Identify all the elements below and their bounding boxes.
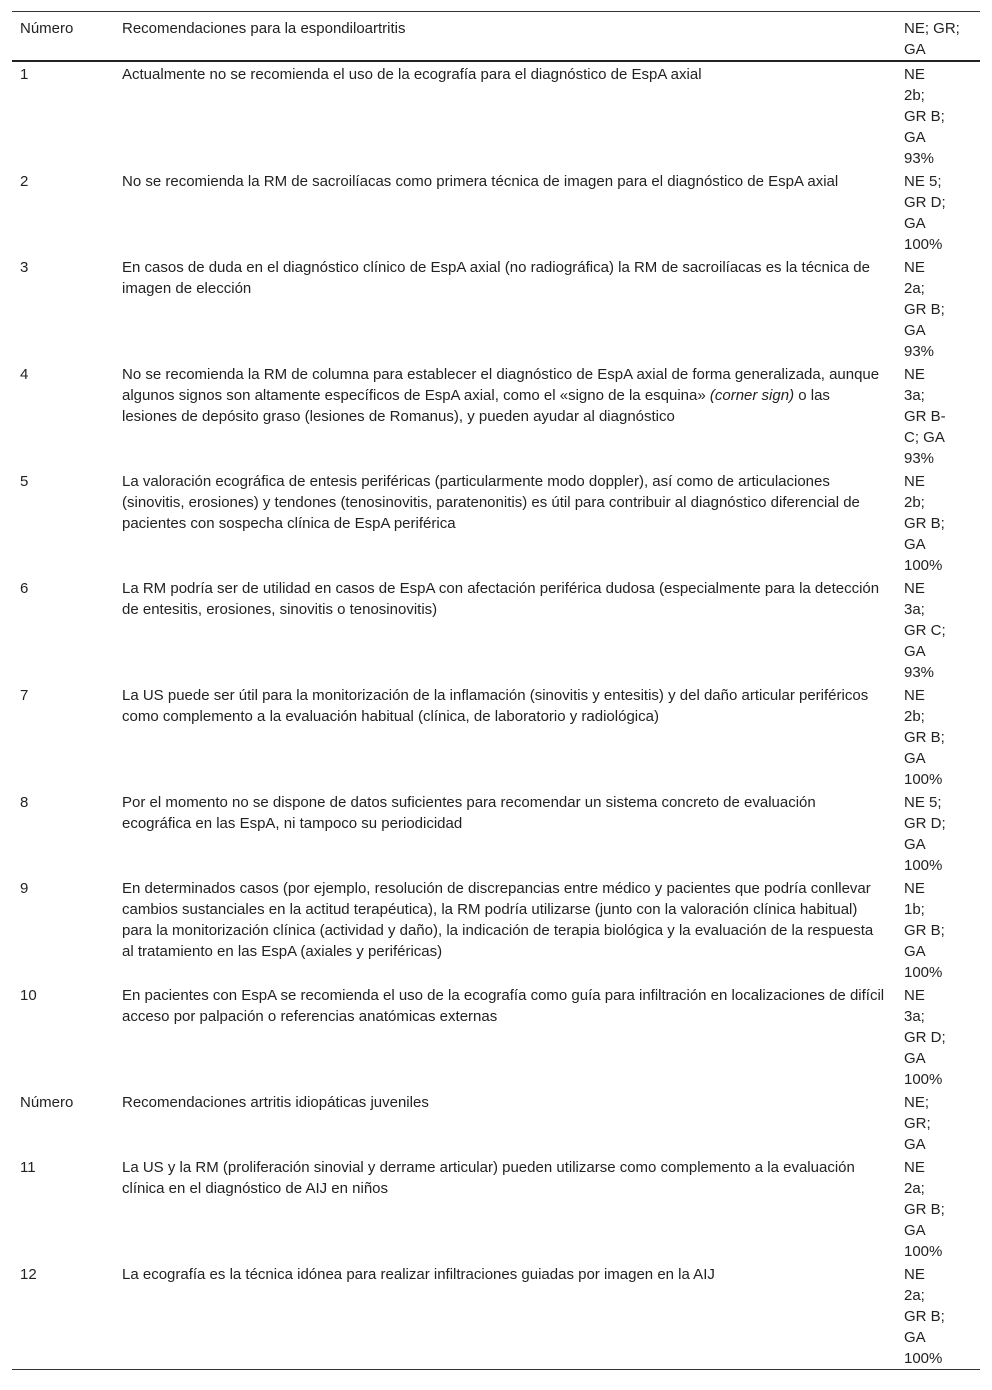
row-recommendation: Actualmente no se recomienda el uso de la ecografía para el diagnóstico de EspA axial: [122, 66, 702, 83]
row-number: 11: [20, 1159, 36, 1176]
table-row: [12, 1262, 980, 1370]
recommendations-table: [12, 11, 980, 1370]
row-evidence: NE 1b; GR B; GA 100%: [904, 880, 945, 981]
row-number: 2: [20, 173, 29, 190]
header-evidence-level: NE; GR; GA: [896, 12, 980, 62]
row-evidence: NE 2a; GR B; GA 100%: [904, 1266, 945, 1367]
row-recommendation: No se recomienda la RM de sacroilíacas como primera técnica de imagen para el diagnóstico de EspA axial: [122, 173, 839, 190]
table-row: [12, 790, 980, 876]
table-header-row: [12, 12, 980, 62]
row-recommendation: La US y la RM (proliferación sinovial y derrame articular) pueden utilizarse como complemento a la evaluación clínica en el diagnóstico de AIJ en niños: [122, 1159, 855, 1197]
table-row: [12, 61, 980, 169]
subheader-recommendations: Recomendaciones artritis idiopáticas juveniles: [122, 1094, 429, 1111]
recommendation-italic-term: (corner sign): [709, 387, 795, 404]
row-number: 5: [20, 473, 29, 490]
row-recommendation: En pacientes con EspA se recomienda el uso de la ecografía como guía para infiltración en localizaciones de difícil acceso por palpación o referencias anatómicas externas: [122, 987, 885, 1025]
row-number: 10: [20, 987, 37, 1004]
table-row: [12, 169, 980, 255]
table-row: [12, 876, 980, 983]
row-recommendation: La ecografía es la técnica idónea para realizar infiltraciones guiadas por imagen en la AIJ: [122, 1266, 715, 1283]
row-evidence: NE 2a; GR B; GA 93%: [904, 259, 945, 360]
recommendation-text-part: o las lesiones de depósito graso (lesiones de Romanus), y pueden ayudar al diagnóstico: [122, 387, 830, 425]
table-row: [12, 1155, 980, 1262]
row-evidence: NE 2b; GR B; GA 100%: [904, 473, 945, 574]
table-row: [12, 683, 980, 790]
row-recommendation: [114, 362, 896, 469]
table-subheader-row: [12, 1090, 980, 1155]
row-number: 1: [20, 66, 29, 83]
row-evidence: NE 3a; GR B- C; GA 93%: [904, 366, 946, 467]
header-recommendations: Recomendaciones para la espondiloartritis: [114, 12, 896, 62]
subheader-evidence-level: NE; GR; GA: [904, 1094, 931, 1153]
row-number: 8: [20, 794, 29, 811]
table-row: [12, 469, 980, 576]
row-recommendation: La RM podría ser de utilidad en casos de EspA con afectación periférica dudosa (especialmente para la detección de entesitis, erosiones, sinovitis o tenosinovitis): [122, 580, 880, 618]
row-evidence: NE 3a; GR C; GA 93%: [904, 580, 946, 681]
row-number: 4: [20, 366, 29, 383]
row-number: 3: [20, 259, 29, 276]
row-evidence: NE 2a; GR B; GA 100%: [904, 1159, 945, 1260]
row-evidence: NE 2b; GR B; GA 93%: [904, 66, 945, 167]
row-recommendation: En casos de duda en el diagnóstico clínico de EspA axial (no radiográfica) la RM de sacroilíacas es la técnica de imagen de elección: [122, 259, 870, 297]
row-recommendation: Por el momento no se dispone de datos suficientes para recomendar un sistema concreto de evaluación ecográfica en las EspA, ni tampoco su periodicidad: [122, 794, 816, 832]
row-evidence: NE 3a; GR D; GA 100%: [904, 987, 946, 1088]
row-number: 12: [20, 1266, 37, 1283]
row-number: 6: [20, 580, 29, 597]
subheader-number: Número: [20, 1094, 74, 1111]
table-row: [12, 362, 980, 469]
table-row: [12, 576, 980, 683]
row-recommendation: La US puede ser útil para la monitorización de la inflamación (sinovitis y entesitis) y del daño articular periféricos como complemento a la evaluación habitual (clínica, de laboratorio y radiológica): [122, 687, 869, 725]
row-evidence: NE 2b; GR B; GA 100%: [904, 687, 945, 788]
row-number: 9: [20, 880, 29, 897]
row-recommendation: La valoración ecográfica de entesis periféricas (particularmente modo doppler), así como de articulaciones (sinovitis, erosiones) y tendones (tenosinovitis, paratenonitis) es útil para contribuir al diagnóstico diferencial de pacientes con sospecha clínica de EspA periférica: [122, 473, 860, 532]
header-number: Número: [12, 12, 114, 62]
row-evidence: NE 5; GR D; GA 100%: [904, 173, 946, 253]
recommendations-table-container: [12, 11, 980, 1370]
table-row: [12, 255, 980, 362]
row-number: 7: [20, 687, 29, 704]
recommendation-text-part: No se recomienda la RM de columna para establecer el diagnóstico de EspA axial de forma generalizada, aunque algunos signos son altamente específicos de EspA axial, como el «signo de la esquina»: [122, 366, 880, 404]
row-recommendation: En determinados casos (por ejemplo, resolución de discrepancias entre médico y pacientes que podría conllevar cambios sustanciales en la actitud terapéutica), la RM podría utilizarse (junto con la valoración clínica habitual) para la monitorización clínica (actividad y daño), la indicación de terapia biológica y la evaluación de la respuesta al tratamiento en las EspA (axiales y periféricas): [122, 880, 874, 960]
table-row: [12, 983, 980, 1090]
row-evidence: NE 5; GR D; GA 100%: [904, 794, 946, 874]
